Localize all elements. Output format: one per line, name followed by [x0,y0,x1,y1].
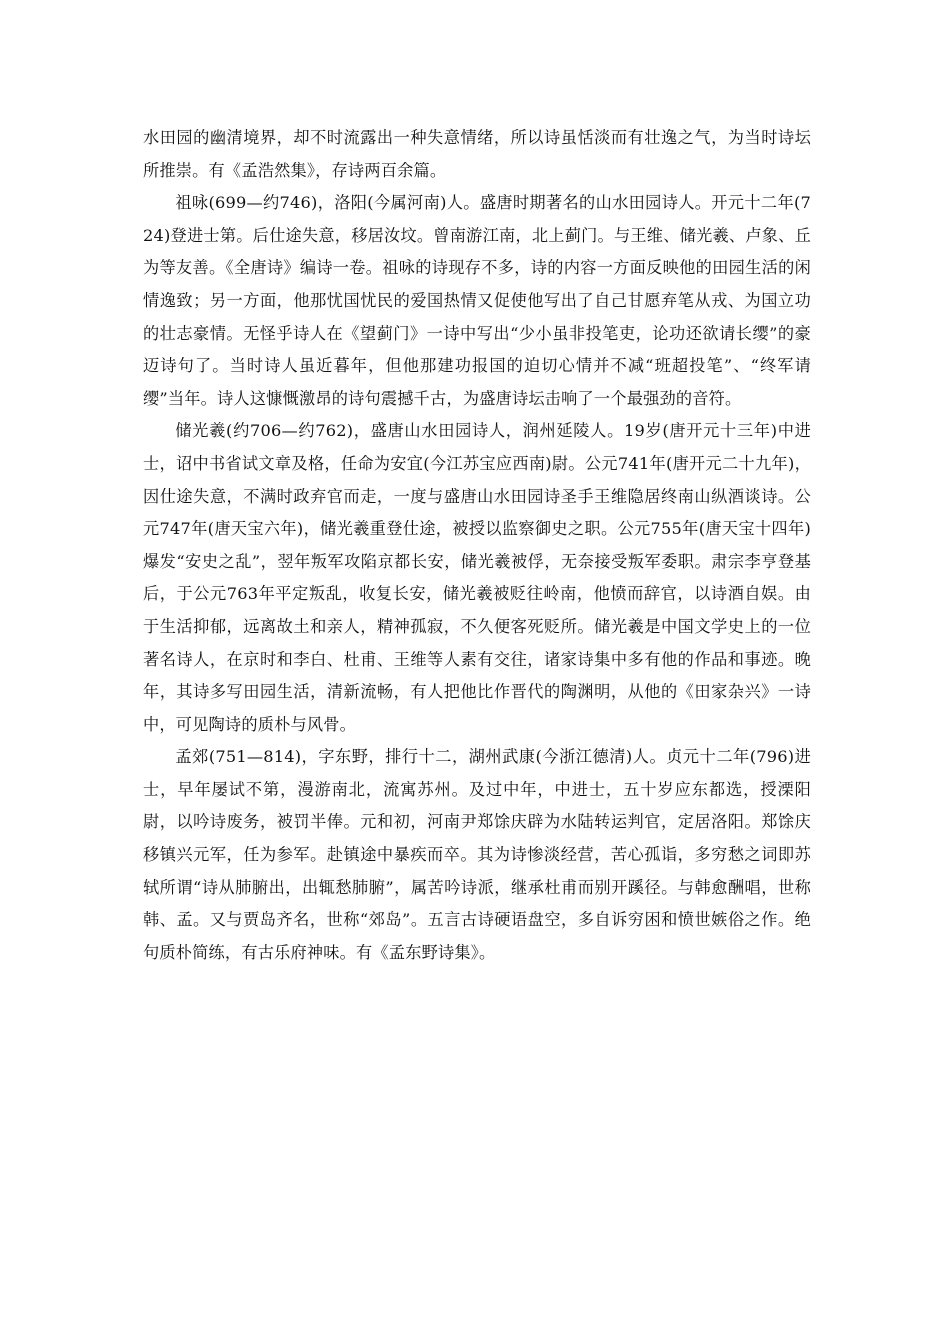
document-page [143,122,811,969]
paragraph-chuguangxi: 储光羲(约706—约762)，盛唐山水田园诗人，润州延陵人。19岁(唐开元十三年)中进士，诏中书省试文章及格，任命为安宜(今江苏宝应西南)尉。公元741年(唐开元二十九年)，因仕途失意，不满时政弃官而走，一度与盛唐山水田园诗圣手王维隐居终南山纵酒谈诗。公元747年(唐天宝六年)，储光羲重登仕途，被授以监察御史之职。公元755年(唐天宝十四年)爆发“安史之乱”，翌年叛军攻陷京都长安，储光羲被俘，无奈接受叛军委职。肃宗李亨登基后，于公元763年平定叛乱，收复长安，储光羲被贬往岭南，他愤而辞官，以诗酒自娱。由于生活抑郁，远离故土和亲人，精神孤寂，不久便客死贬所。储光羲是中国文学史上的一位著名诗人，在京时和李白、杜甫、王维等人素有交往，诸家诗集中多有他的作品和事迹。晚年，其诗多写田园生活，清新流畅，有人把他比作晋代的陶渊明，从他的《田家杂兴》一诗中，可见陶诗的质朴与风骨。 [143,421,811,734]
paragraph-mengjiao: 孟郊(751—814)，字东野，排行十二，湖州武康(今浙江德清)人。贞元十二年(796)进士，早年屡试不第，漫游南北，流寓苏州。及过中年，中进士，五十岁应东都选，授溧阳尉，以吟诗废务，被罚半俸。元和初，河南尹郑馀庆辟为水陆转运判官，定居洛阳。郑馀庆移镇兴元军，任为参军。赴镇途中暴疾而卒。其为诗惨淡经营，苦心孤诣，多穷愁之词即苏轼所谓“诗从肺腑出，出辄愁肺腑”，属苦吟诗派，继承杜甫而别开蹊径。与韩愈酬唱，世称韩、孟。又与贾岛齐名，世称“郊岛”。五言古诗硬语盘空，多自诉穷困和愤世嫉俗之作。绝句质朴简练，有古乐府神味。有《孟东野诗集》。 [143,747,811,962]
paragraph-menghaoran-end: 水田园的幽清境界，却不时流露出一种失意情绪，所以诗虽恬淡而有壮逸之气，为当时诗坛所推崇。有《孟浩然集》，存诗两百余篇。 [143,128,811,180]
paragraph-zuyong: 祖咏(699—约746)，洛阳(今属河南)人。盛唐时期著名的山水田园诗人。开元十二年(724)登进士第。后仕途失意，移居汝坟。曾南游江南，北上蓟门。与王维、储光羲、卢象、丘为等友善。《全唐诗》编诗一卷。祖咏的诗现存不多，诗的内容一方面反映他的田园生活的闲情逸致；另一方面，他那忧国忧民的爱国热情又促使他写出了自己甘愿弃笔从戎、为国立功的壮志豪情。无怪乎诗人在《望蓟门》一诗中写出“少小虽非投笔吏，论功还欲请长缨”的豪迈诗句了。当时诗人虽近暮年，但他那建功报国的迫切心情并不减“班超投笔”、“终军请缨”当年。诗人这慷慨激昂的诗句震撼千古，为盛唐诗坛击响了一个最强劲的音符。 [143,193,811,408]
